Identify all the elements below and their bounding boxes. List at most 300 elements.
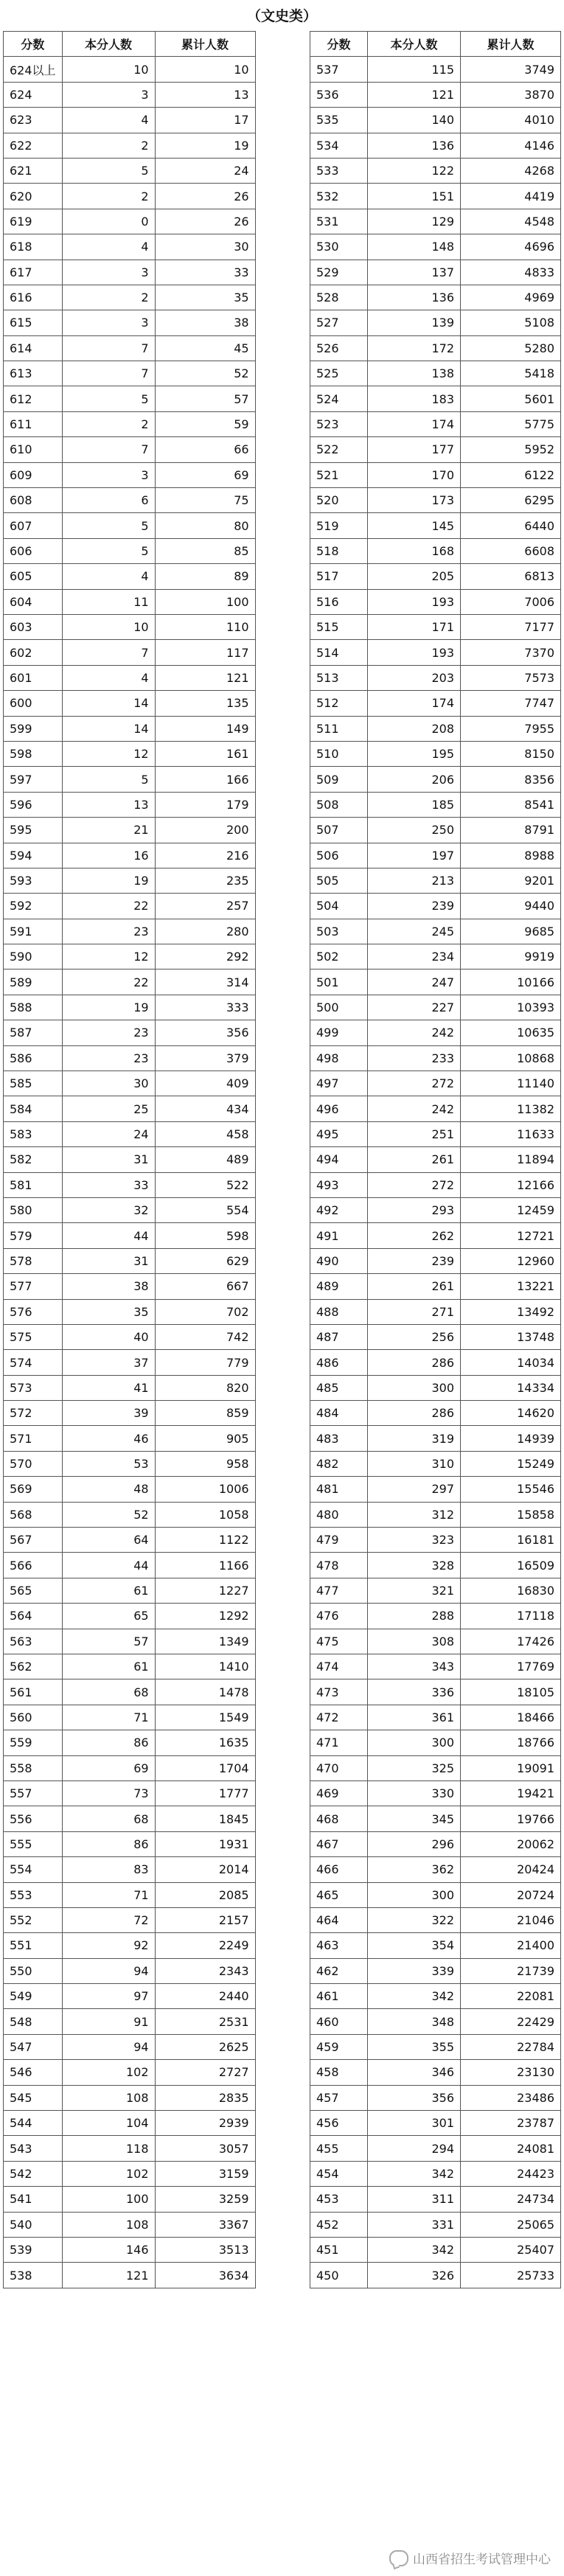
count-cell: 11	[62, 589, 155, 614]
table-row	[310, 1528, 561, 1553]
count-cell: 177	[368, 437, 461, 462]
score-cell: 581	[4, 1172, 63, 1197]
score-cell: 504	[310, 894, 368, 919]
score-cell: 601	[4, 665, 63, 690]
table-row	[4, 1121, 256, 1146]
table-row	[310, 462, 561, 487]
score-cell: 482	[310, 1451, 368, 1476]
score-cell: 535	[310, 108, 368, 133]
score-cell: 502	[310, 944, 368, 970]
count-cell: 256	[368, 1324, 461, 1349]
score-cell: 564	[4, 1604, 63, 1629]
score-cell: 529	[310, 260, 368, 285]
cumulative-cell: 7955	[461, 716, 561, 741]
score-cell: 619	[4, 209, 63, 234]
header-row	[310, 32, 561, 57]
table-row	[310, 361, 561, 386]
count-cell: 121	[368, 82, 461, 107]
score-cell: 487	[310, 1324, 368, 1349]
cumulative-cell: 489	[155, 1147, 255, 1172]
table-row	[4, 970, 256, 995]
cumulative-cell: 21400	[461, 1933, 561, 1958]
count-cell: 92	[62, 1933, 155, 1958]
count-cell: 343	[368, 1654, 461, 1679]
table-row	[4, 2263, 256, 2288]
table-row	[4, 1045, 256, 1071]
count-cell: 7	[62, 361, 155, 386]
score-cell: 555	[4, 1831, 63, 1856]
score-cell: 523	[310, 411, 368, 436]
cumulative-cell: 69	[155, 462, 255, 487]
cumulative-cell: 17769	[461, 1654, 561, 1679]
cumulative-cell: 19	[155, 133, 255, 158]
cumulative-cell: 2531	[155, 2009, 255, 2034]
cumulative-cell: 21046	[461, 1907, 561, 1932]
table-row	[4, 1071, 256, 1096]
score-cell: 480	[310, 1502, 368, 1527]
score-cell: 474	[310, 1654, 368, 1679]
score-cell: 603	[4, 614, 63, 639]
table-row	[4, 2034, 256, 2059]
table-row	[310, 1477, 561, 1502]
table-row	[310, 894, 561, 919]
table-row	[4, 1857, 256, 1882]
count-cell: 294	[368, 2136, 461, 2161]
score-cell: 549	[4, 1984, 63, 2009]
count-cell: 33	[62, 1172, 155, 1197]
score-cell: 599	[4, 716, 63, 741]
count-cell: 356	[368, 2085, 461, 2110]
score-cell: 565	[4, 1578, 63, 1603]
table-row	[310, 767, 561, 792]
count-cell: 86	[62, 1831, 155, 1856]
cumulative-cell: 12721	[461, 1223, 561, 1248]
table-row	[4, 1705, 256, 1730]
table-row	[310, 1933, 561, 1958]
score-cell: 469	[310, 1780, 368, 1806]
cumulative-cell: 13492	[461, 1299, 561, 1324]
score-cell: 624以上	[4, 57, 63, 82]
table-row	[310, 2060, 561, 2085]
cumulative-cell: 11382	[461, 1096, 561, 1121]
score-cell: 527	[310, 310, 368, 335]
count-cell: 326	[368, 2263, 461, 2288]
cumulative-cell: 667	[155, 1274, 255, 1299]
score-cell: 453	[310, 2187, 368, 2212]
score-cell: 522	[310, 437, 368, 462]
table-row	[4, 1882, 256, 1907]
cumulative-cell: 10	[155, 57, 255, 82]
count-cell: 331	[368, 2212, 461, 2237]
cumulative-cell: 10635	[461, 1020, 561, 1045]
count-cell: 31	[62, 1147, 155, 1172]
cumulative-cell: 15546	[461, 1477, 561, 1502]
cumulative-cell: 24734	[461, 2187, 561, 2212]
score-cell: 547	[4, 2034, 63, 2059]
table-row	[4, 1274, 256, 1299]
count-cell: 136	[368, 133, 461, 158]
cumulative-cell: 216	[155, 843, 255, 868]
table-row	[4, 361, 256, 386]
count-cell: 296	[368, 1831, 461, 1856]
cumulative-cell: 12459	[461, 1197, 561, 1222]
cumulative-cell: 409	[155, 1071, 255, 1096]
cumulative-cell: 161	[155, 741, 255, 766]
cumulative-cell: 458	[155, 1121, 255, 1146]
table-row	[310, 792, 561, 817]
count-cell: 300	[368, 1375, 461, 1400]
table-row	[4, 2085, 256, 2110]
table-row	[4, 1020, 256, 1045]
count-cell: 71	[62, 1882, 155, 1907]
cumulative-cell: 9201	[461, 868, 561, 893]
cumulative-cell: 4419	[461, 184, 561, 209]
table-row	[4, 564, 256, 589]
cumulative-cell: 17	[155, 108, 255, 133]
count-cell: 68	[62, 1679, 155, 1705]
cumulative-cell: 13748	[461, 1324, 561, 1349]
count-cell: 336	[368, 1679, 461, 1705]
count-cell: 206	[368, 767, 461, 792]
score-cell: 525	[310, 361, 368, 386]
table-row	[310, 234, 561, 260]
table-row	[4, 538, 256, 563]
score-cell: 604	[4, 589, 63, 614]
count-cell: 19	[62, 868, 155, 893]
count-cell: 7	[62, 437, 155, 462]
table-row	[310, 2263, 561, 2288]
table-row	[310, 1045, 561, 1071]
wechat-icon	[389, 2550, 408, 2566]
count-cell: 193	[368, 589, 461, 614]
table-row	[310, 1705, 561, 1730]
table-row	[310, 2085, 561, 2110]
count-cell: 2	[62, 285, 155, 310]
cumulative-cell: 3513	[155, 2237, 255, 2262]
cumulative-cell: 135	[155, 691, 255, 716]
score-cell: 467	[310, 1831, 368, 1856]
count-cell: 185	[368, 792, 461, 817]
cumulative-cell: 554	[155, 1197, 255, 1222]
cumulative-cell: 1122	[155, 1528, 255, 1553]
count-cell: 83	[62, 1857, 155, 1882]
table-row	[310, 1350, 561, 1375]
table-row	[310, 1907, 561, 1932]
cumulative-cell: 958	[155, 1451, 255, 1476]
count-cell: 301	[368, 2111, 461, 2136]
count-cell: 251	[368, 1121, 461, 1146]
score-cell: 484	[310, 1401, 368, 1426]
cumulative-cell: 1931	[155, 1831, 255, 1856]
cumulative-cell: 2835	[155, 2085, 255, 2110]
count-cell: 68	[62, 1806, 155, 1831]
table-row	[4, 1578, 256, 1603]
cumulative-cell: 356	[155, 1020, 255, 1045]
score-cell: 489	[310, 1274, 368, 1299]
cumulative-cell: 7177	[461, 614, 561, 639]
table-row	[4, 1350, 256, 1375]
score-cell: 546	[4, 2060, 63, 2085]
cumulative-cell: 8541	[461, 792, 561, 817]
count-cell: 6	[62, 488, 155, 513]
cumulative-cell: 2625	[155, 2034, 255, 2059]
cumulative-cell: 7573	[461, 665, 561, 690]
table-row	[4, 868, 256, 893]
count-cell: 239	[368, 1248, 461, 1273]
table-row	[310, 1324, 561, 1349]
count-cell: 261	[368, 1147, 461, 1172]
score-cell: 465	[310, 1882, 368, 1907]
table-row	[310, 133, 561, 158]
table-row	[310, 564, 561, 589]
count-cell: 272	[368, 1071, 461, 1096]
score-cell: 470	[310, 1755, 368, 1780]
count-cell: 325	[368, 1755, 461, 1780]
cumulative-cell: 1292	[155, 1604, 255, 1629]
cumulative-cell: 24423	[461, 2161, 561, 2186]
cumulative-cell: 1704	[155, 1755, 255, 1780]
count-cell: 3	[62, 260, 155, 285]
count-cell: 4	[62, 234, 155, 260]
score-cell: 461	[310, 1984, 368, 2009]
count-cell: 346	[368, 2060, 461, 2085]
score-cell: 623	[4, 108, 63, 133]
table-row	[4, 2212, 256, 2237]
count-cell: 13	[62, 792, 155, 817]
table-row	[4, 2161, 256, 2186]
table-row	[310, 335, 561, 361]
count-cell: 53	[62, 1451, 155, 1476]
count-cell: 5	[62, 513, 155, 538]
table-row	[310, 1223, 561, 1248]
table-row	[4, 82, 256, 107]
score-cell: 473	[310, 1679, 368, 1705]
cumulative-cell: 5280	[461, 335, 561, 361]
table-row	[310, 843, 561, 868]
table-row	[310, 944, 561, 970]
score-cell: 475	[310, 1629, 368, 1654]
cumulative-cell: 16509	[461, 1553, 561, 1578]
table-row	[310, 665, 561, 690]
cumulative-cell: 80	[155, 513, 255, 538]
table-row	[310, 1248, 561, 1273]
cumulative-cell: 1635	[155, 1730, 255, 1755]
count-cell: 205	[368, 564, 461, 589]
table-row	[4, 1933, 256, 1958]
count-cell: 234	[368, 944, 461, 970]
count-cell: 22	[62, 894, 155, 919]
table-row	[4, 741, 256, 766]
count-cell: 7	[62, 640, 155, 665]
score-cell: 508	[310, 792, 368, 817]
header-cumulative: 累计人数	[155, 32, 255, 57]
header-count: 本分人数	[368, 32, 461, 57]
count-cell: 227	[368, 995, 461, 1020]
cumulative-cell: 117	[155, 640, 255, 665]
score-table-right	[310, 31, 561, 2288]
table-row	[4, 133, 256, 158]
cumulative-cell: 25407	[461, 2237, 561, 2262]
table-row	[4, 2187, 256, 2212]
score-cell: 597	[4, 767, 63, 792]
score-cell: 579	[4, 1223, 63, 1248]
count-cell: 203	[368, 665, 461, 690]
score-cell: 528	[310, 285, 368, 310]
count-cell: 3	[62, 310, 155, 335]
count-cell: 173	[368, 488, 461, 513]
cumulative-cell: 3057	[155, 2136, 255, 2161]
table-row	[4, 335, 256, 361]
table-row	[310, 2237, 561, 2262]
score-cell: 500	[310, 995, 368, 1020]
table-row	[4, 614, 256, 639]
score-cell: 498	[310, 1045, 368, 1071]
cumulative-cell: 7747	[461, 691, 561, 716]
count-cell: 2	[62, 133, 155, 158]
score-cell: 534	[310, 133, 368, 158]
count-cell: 321	[368, 1578, 461, 1603]
table-row	[4, 1375, 256, 1400]
table-row	[4, 2237, 256, 2262]
count-cell: 64	[62, 1528, 155, 1553]
score-cell: 606	[4, 538, 63, 563]
cumulative-cell: 5418	[461, 361, 561, 386]
score-cell: 552	[4, 1907, 63, 1932]
score-cell: 560	[4, 1705, 63, 1730]
cumulative-cell: 20424	[461, 1857, 561, 1882]
cumulative-cell: 3367	[155, 2212, 255, 2237]
score-cell: 562	[4, 1654, 63, 1679]
table-row	[4, 2111, 256, 2136]
table-row	[310, 158, 561, 183]
count-cell: 23	[62, 919, 155, 944]
count-cell: 242	[368, 1020, 461, 1045]
score-cell: 493	[310, 1172, 368, 1197]
header-cumulative: 累计人数	[461, 32, 561, 57]
count-cell: 61	[62, 1578, 155, 1603]
score-cell: 526	[310, 335, 368, 361]
score-cell: 583	[4, 1121, 63, 1146]
count-cell: 361	[368, 1705, 461, 1730]
score-cell: 624	[4, 82, 63, 107]
cumulative-cell: 100	[155, 589, 255, 614]
score-cell: 466	[310, 1857, 368, 1882]
table-row	[310, 82, 561, 107]
table-row	[4, 209, 256, 234]
score-cell: 517	[310, 564, 368, 589]
table-row	[310, 1679, 561, 1705]
table-row	[4, 1248, 256, 1273]
count-cell: 322	[368, 1907, 461, 1932]
count-cell: 272	[368, 1172, 461, 1197]
count-cell: 30	[62, 1071, 155, 1096]
cumulative-cell: 1166	[155, 1553, 255, 1578]
score-cell: 459	[310, 2034, 368, 2059]
cumulative-cell: 20062	[461, 1831, 561, 1856]
table-row	[4, 1780, 256, 1806]
cumulative-cell: 1058	[155, 1502, 255, 1527]
count-cell: 14	[62, 716, 155, 741]
score-cell: 531	[310, 209, 368, 234]
table-row	[4, 1401, 256, 1426]
score-cell: 532	[310, 184, 368, 209]
cumulative-cell: 3634	[155, 2263, 255, 2288]
score-cell: 614	[4, 335, 63, 361]
score-cell: 507	[310, 818, 368, 843]
score-cell: 455	[310, 2136, 368, 2161]
count-cell: 21	[62, 818, 155, 843]
score-cell: 548	[4, 2009, 63, 2034]
score-cell: 536	[310, 82, 368, 107]
cumulative-cell: 57	[155, 386, 255, 411]
cumulative-cell: 8791	[461, 818, 561, 843]
score-cell: 513	[310, 665, 368, 690]
table-row	[4, 589, 256, 614]
count-cell: 261	[368, 1274, 461, 1299]
cumulative-cell: 15249	[461, 1451, 561, 1476]
score-cell: 452	[310, 2212, 368, 2237]
count-cell: 233	[368, 1045, 461, 1071]
count-cell: 46	[62, 1426, 155, 1451]
score-cell: 588	[4, 995, 63, 1020]
table-row	[310, 1096, 561, 1121]
cumulative-cell: 12166	[461, 1172, 561, 1197]
cumulative-cell: 121	[155, 665, 255, 690]
cumulative-cell: 11894	[461, 1147, 561, 1172]
cumulative-cell: 1349	[155, 1629, 255, 1654]
count-cell: 4	[62, 665, 155, 690]
score-cell: 550	[4, 1958, 63, 1983]
cumulative-cell: 22081	[461, 1984, 561, 2009]
table-row	[310, 1020, 561, 1045]
table-row	[4, 488, 256, 513]
score-cell: 538	[4, 2263, 63, 2288]
cumulative-cell: 14939	[461, 1426, 561, 1451]
cumulative-cell: 3259	[155, 2187, 255, 2212]
score-cell: 506	[310, 843, 368, 868]
score-cell: 558	[4, 1755, 63, 1780]
cumulative-cell: 19091	[461, 1755, 561, 1780]
count-cell: 148	[368, 234, 461, 260]
score-cell: 598	[4, 741, 63, 766]
cumulative-cell: 10166	[461, 970, 561, 995]
count-cell: 310	[368, 1451, 461, 1476]
cumulative-cell: 18766	[461, 1730, 561, 1755]
count-cell: 0	[62, 209, 155, 234]
table-row	[4, 1831, 256, 1856]
table-row	[310, 1147, 561, 1172]
cumulative-cell: 15858	[461, 1502, 561, 1527]
cumulative-cell: 22784	[461, 2034, 561, 2059]
score-table-left	[3, 31, 256, 2288]
score-cell: 591	[4, 919, 63, 944]
cumulative-cell: 66	[155, 437, 255, 462]
count-cell: 31	[62, 1248, 155, 1273]
table-row	[310, 1831, 561, 1856]
score-cell: 570	[4, 1451, 63, 1476]
score-cell: 610	[4, 437, 63, 462]
table-row	[310, 488, 561, 513]
header-row	[4, 32, 256, 57]
table-row	[310, 741, 561, 766]
table-row	[310, 2034, 561, 2059]
count-cell: 342	[368, 2237, 461, 2262]
score-cell: 580	[4, 1197, 63, 1222]
table-row	[310, 2187, 561, 2212]
count-cell: 355	[368, 2034, 461, 2059]
cumulative-cell: 742	[155, 1324, 255, 1349]
score-cell: 622	[4, 133, 63, 158]
